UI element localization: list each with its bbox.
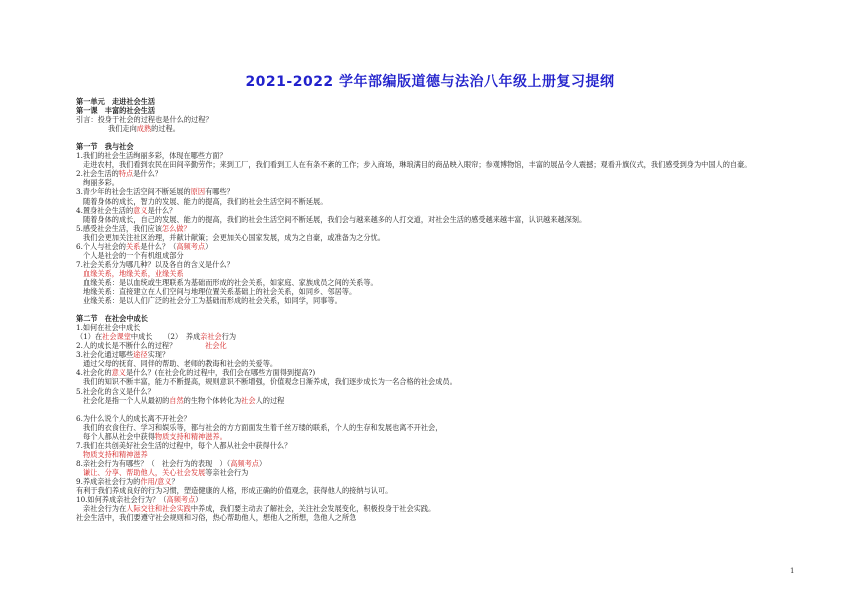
section-heading [76,314,776,323]
text-run: ） [205,241,213,251]
highlighted-keyword: 途径 [133,350,148,360]
text-line [76,486,776,495]
text-line [76,405,776,414]
text-line [76,124,776,133]
highlighted-keyword: 作用/意义 [140,476,172,486]
text-run: 是什么？(在社会化的过程中，我们会在哪些方面得到提高?) [126,368,316,378]
text-line [76,396,776,405]
text-run: 9.养成亲社会行为的 [76,476,141,486]
text-line [76,287,776,296]
text-line [76,178,776,187]
text-line [76,414,776,423]
text-line [76,332,776,341]
highlighted-keyword: 怎么做？ [161,223,191,233]
text-line [76,504,776,513]
text-run: ？ [171,476,179,486]
text-run: 我们的衣食住行、学习和娱乐等，都与社会的方方面面发生着千丝万缕的联系，个人的生存和发展也离不开社会， [83,422,443,432]
text-run: 1.如何在社会中成长 [76,323,141,333]
text-line [76,305,776,314]
text-line [76,278,776,287]
highlighted-keyword: 社会课堂 [102,332,131,342]
text-run: 第二节 在社会中成长 [76,314,148,324]
highlighted-keyword: 谦让、分享、帮助他人，关心社会发展 [83,467,206,477]
text-line [76,206,776,215]
text-run: 的过程。 [151,124,180,134]
text-line [76,477,776,486]
section-heading [76,106,776,115]
text-line [76,441,776,450]
text-run: 业缘关系：是以人们广泛的社会分工为基础而形成的社会关系，如同学，同事等。 [83,296,342,306]
text-line [76,350,776,359]
text-run: 走进农村，我们看到农民在田间辛勤劳作；来到工厂，我们看到工人在有条不紊的工作；步入商场，琳琅满目的商品映入眼帘；参观博物馆，丰富的展品令人震撼；观看升旗仪式，我们感受到身为中国人的自豪。 [83,160,752,170]
text-run: 我们走向 [108,124,137,134]
text-line [76,368,776,377]
text-run: 绚丽多彩。 [83,178,119,188]
text-line [76,450,776,459]
text-line [76,251,776,260]
text-line [76,432,776,441]
text-line [76,197,776,206]
text-run: 亲社会行为在 [83,504,127,514]
text-run: 5.感受社会生活，我们应该 [76,223,162,233]
text-run: 是什么？（ [140,241,177,251]
highlighted-keyword: 血缘关系，地缘关系，业缘关系 [83,268,184,278]
document-body [76,97,776,522]
text-line [76,423,776,432]
text-run: 随着身体的成长，智力的发展、能力的提高，我们的社会生活空间不断延展。 [83,196,328,206]
highlighted-keyword: 意义 [111,368,126,378]
text-run: 实现？ [147,350,170,360]
text-run: 每个人都从社会中获得 [83,431,155,441]
highlighted-keyword: 物质支持和精神滋养。 [154,431,227,441]
text-line [76,133,776,142]
text-line [76,459,776,468]
text-run: 是什么？ [133,169,162,179]
text-run: 我们的知识不断丰富，能力不断提高，规则意识不断增强，价值观念日渐养成，我们逐步成长为一名合格的社会成员。 [83,377,457,387]
highlighted-keyword: 亲社会 [200,332,222,342]
text-line [76,151,776,160]
text-line [76,495,776,504]
text-run: 个人是社会的一个有机组成部分 [83,250,184,260]
text-line [76,115,776,124]
page-number: 1 [790,567,795,575]
text-run: 2.社会生活的 [76,169,119,179]
text-line [76,215,776,224]
text-run: 有利于我们养成良好的行为习惯，塑造健康的人格，形成正确的价值观念，获得他人的接纳与认可。 [76,486,393,496]
text-run: 3.青少年的社会生活空间不断延展的 [76,187,191,197]
text-run: 社会化是指一个人从最初的 [83,395,170,405]
text-line [76,169,776,178]
text-run: 随着身体的成长，自己的发展、能力的提高，我们的社会生活空间不断延展，我们会与越来越多的人打交道，对社会生活的感受越来越丰富，认识越来越深刻。 [83,214,587,224]
text-run: 血缘关系：是以血统或生理联系为基础而形成的社会关系，如家庭、家族成员之间的关系等。 [83,277,378,287]
text-line [76,160,776,169]
section-heading [76,142,776,151]
text-run: 5.社会化的含义是什么？ [76,386,155,396]
highlighted-keyword: 社会 [241,395,256,405]
highlighted-keyword: 成熟 [136,124,152,134]
text-line [76,260,776,269]
highlighted-keyword: 人际交往和社会实践 [126,504,191,514]
highlighted-keyword: 特点 [118,169,134,179]
text-run: 第一节 我与社会 [76,142,134,152]
highlighted-keyword: 高频考点 [230,458,259,468]
highlighted-keyword: 高频考点 [166,495,196,505]
text-line [76,341,776,350]
highlighted-keyword: 关系 [125,241,141,251]
document-title: 2021-2022 学年部编版道德与法治八年级上册复习提纲 [245,74,615,90]
text-run: 地缘关系：直接建立在人们空间与地理位置关系基础上的社会关系，如同乡、邻居等。 [83,286,357,296]
text-run: ） [195,495,203,505]
text-run: 4.置身社会生活的 [76,205,134,215]
text-line [76,224,776,233]
text-run: 中养成，我们要主动去了解社会，关注社会发展变化，积极投身于社会实践。 [190,504,436,514]
text-line [76,296,776,305]
text-run: 3.社会化通过哪些 [76,350,134,360]
text-run: 有哪些？ [205,187,234,197]
text-run: 行为 [221,332,237,342]
text-run: 等亲社会行为 [205,467,249,477]
text-run: 10.如何养成亲社会行为？（ [76,495,167,505]
highlighted-keyword: 社会化 [205,341,227,351]
text-run: 人的过程 [255,395,285,405]
text-line [76,387,776,396]
text-run: 是什么？ [147,205,177,215]
text-run: 7.社会关系分为哪几种？以及各自的含义是什么？ [76,259,234,269]
text-run: 第一单元 走进社会生活 [76,97,156,106]
text-run: 中成长 （2） 养成 [130,332,201,342]
text-run: ） [258,458,267,468]
highlighted-keyword: 物质支持和精神滋养 [83,449,148,459]
text-line [76,233,776,242]
text-run: 我们会更加关注社区治理，并献计献策；会更加关心国家发展，成为之自豪，或准备为之分忧。 [83,232,385,242]
text-run: 引言：投身于社会的过程也是什么的过程？ [76,115,213,125]
text-line [76,513,776,522]
text-line [76,242,776,251]
text-run: 6.为什么说个人的成长离不开社会？ [76,413,191,423]
text-run: 第一课 丰富的社会生活 [76,106,156,116]
highlighted-keyword: 意义 [133,205,148,215]
text-run: 社会生活中，我们要遵守社会规则和习俗，热心帮助他人，想他人之所想，急他人之所急 [76,513,357,523]
section-heading [76,97,776,106]
text-line [76,323,776,332]
text-run: 4.社会化的 [76,368,112,378]
text-run: 7.我们在共创美好社会生活的过程中，每个人都从社会中获得什么？ [76,440,292,450]
text-run: 通过父母的抚育、同伴的帮助、老师的教诲和社会的关爱等。 [83,359,278,369]
text-run: 8.亲社会行为有哪些？（ 社会行为的表现 ）（ [76,458,231,468]
highlighted-keyword: 高频考点 [176,241,206,251]
highlighted-keyword: 原因 [190,187,206,197]
text-line [76,359,776,368]
text-run: 1.我们的社会生活绚丽多彩，体现在哪些方面？ [76,151,227,161]
text-run: 6.个人与社会的 [76,241,126,251]
highlighted-keyword: 自然 [169,395,184,405]
text-run: 2.人的成长是不断什么的过程？ [76,341,206,351]
text-line [76,468,776,477]
text-run: 的生物个体转化为 [183,395,242,405]
text-line [76,269,776,278]
text-run: （1）在 [76,332,103,342]
text-line [76,187,776,196]
text-line [76,377,776,386]
